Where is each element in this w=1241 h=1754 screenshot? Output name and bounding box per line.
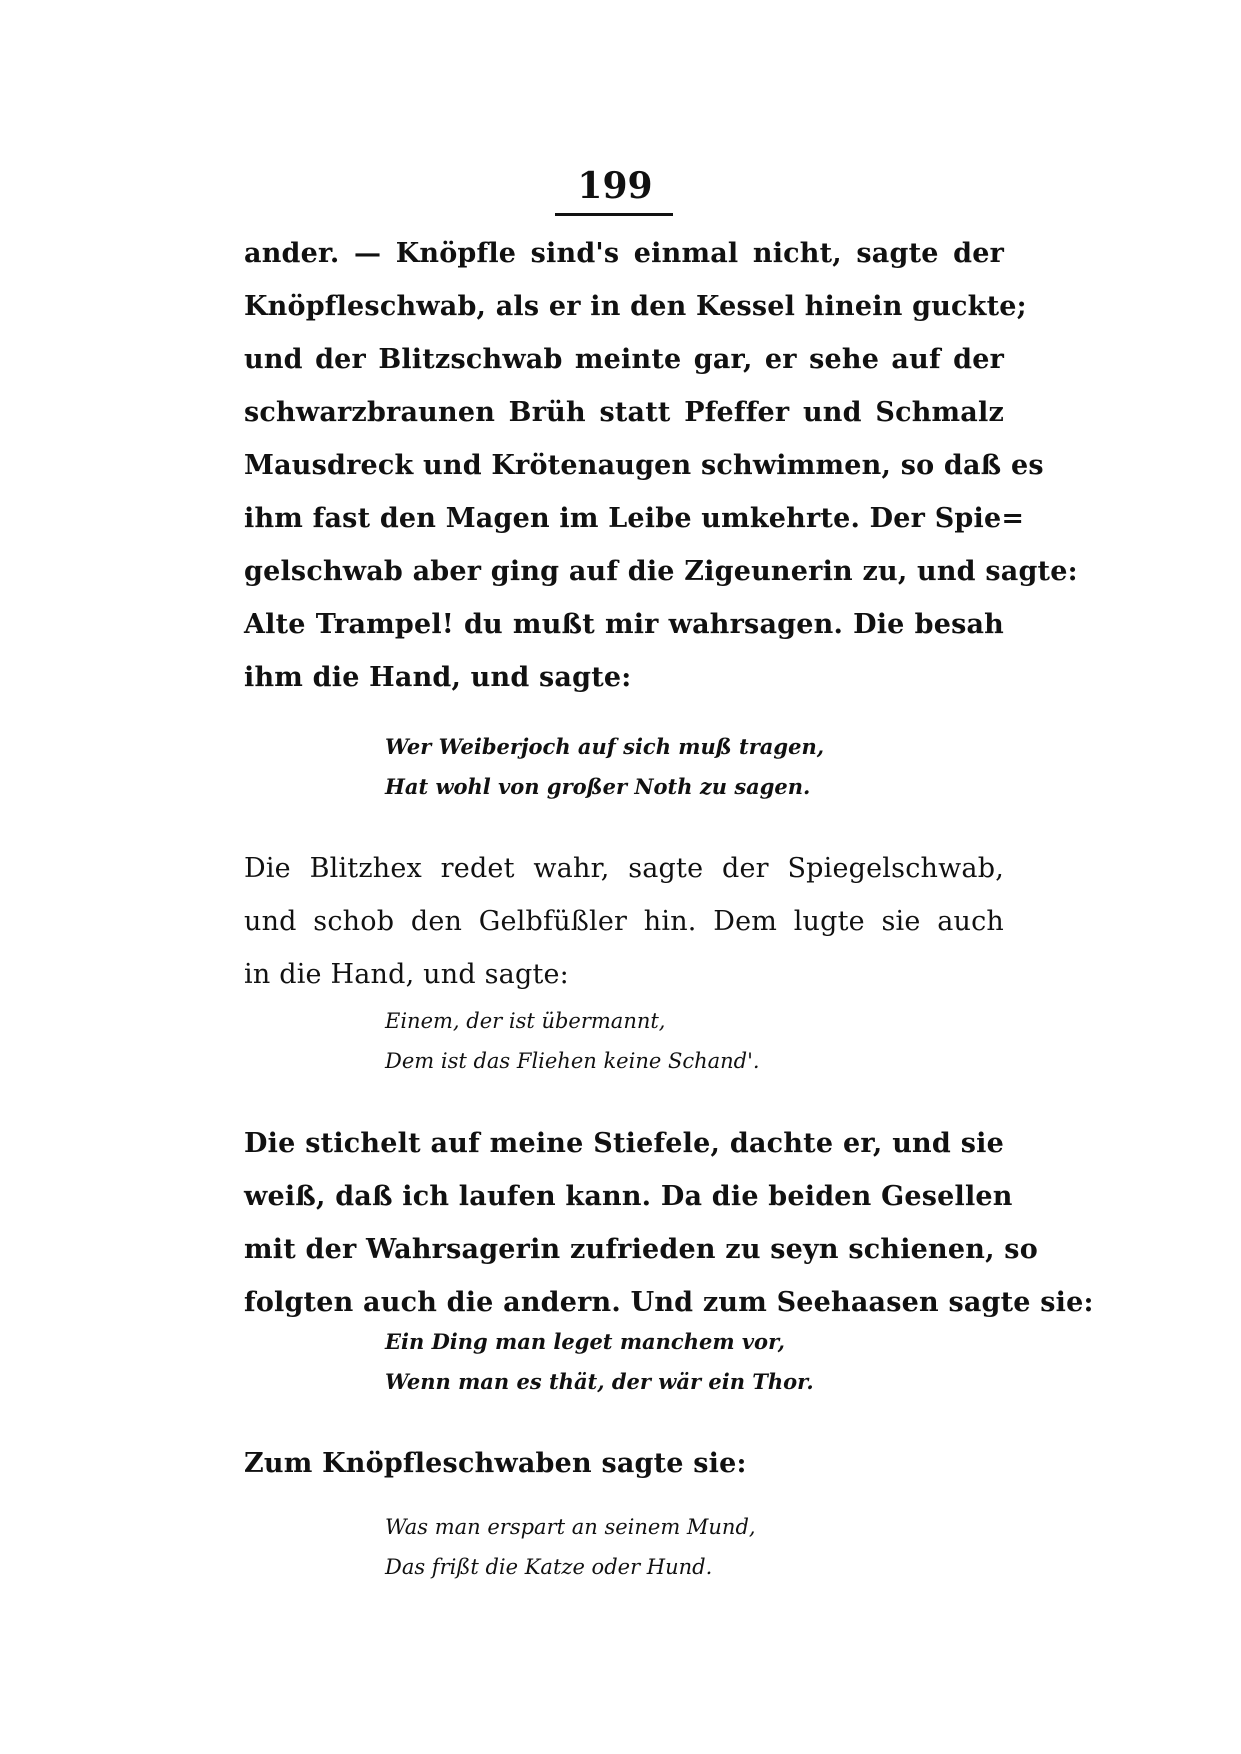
verse-line: Wer Weiberjoch auf sich muß tragen,: [385, 734, 825, 759]
text-line: weiß, daß ich laufen kann. Da die beiden Gesellen: [244, 1181, 1013, 1212]
text-line: gelschwab aber ging auf die Zigeunerin zu, und sagte:: [244, 556, 1078, 587]
paragraph-3: [244, 1117, 1094, 1329]
text-line: ander. — Knöpfle sind's einmal nicht, sagte der: [244, 238, 1004, 269]
verse-3: [385, 1322, 814, 1402]
text-line: folgten auch die andern. Und zum Seehaasen sagte sie:: [244, 1287, 1094, 1318]
verse-line: Hat wohl von großer Noth zu sagen.: [385, 774, 811, 799]
text-line: und der Blitzschwab meinte gar, er sehe auf der: [244, 344, 1004, 375]
text-line: Alte Trampel! du mußt mir wahrsagen. Die besah: [244, 609, 1004, 640]
text-line: Die stichelt auf meine Stiefele, dachte er, und sie: [244, 1128, 1004, 1159]
verse-line: Das frißt die Katze oder Hund.: [385, 1555, 713, 1579]
verse-line: Einem, der ist übermannt,: [385, 1009, 666, 1033]
page-number-rule: [555, 213, 673, 216]
text-line: Knöpfleschwab, als er in den Kessel hinein guckte;: [244, 291, 1027, 322]
verse-2: [385, 1001, 760, 1081]
verse-line: Ein Ding man leget manchem vor,: [385, 1329, 785, 1354]
page-number: 199: [577, 165, 653, 207]
text-line: in die Hand, und sagte:: [244, 959, 569, 990]
verse-4: [385, 1507, 756, 1587]
text-line: Mausdreck und Krötenaugen schwimmen, so daß es: [244, 450, 1044, 481]
text-line: ihm die Hand, und sagte:: [244, 662, 632, 693]
verse-line: Dem ist das Fliehen keine Schand'.: [385, 1049, 760, 1073]
text-line: und schob den Gelbfüßler hin. Dem lugte sie auch: [244, 906, 1004, 937]
paragraph-4: [244, 1437, 1004, 1490]
text-line: Die Blitzhex redet wahr, sagte der Spiegelschwab,: [244, 853, 1004, 884]
text-line: mit der Wahrsagerin zufrieden zu seyn schienen, so: [244, 1234, 1038, 1265]
text-line: Zum Knöpfleschwaben sagte sie:: [244, 1448, 747, 1479]
paragraph-1: [244, 227, 1078, 704]
paragraph-2: [244, 842, 1004, 1001]
verse-line: Was man erspart an seinem Mund,: [385, 1515, 756, 1539]
verse-line: Wenn man es thät, der wär ein Thor.: [385, 1369, 814, 1394]
text-line: ihm fast den Magen im Leibe umkehrte. Der Spie=: [244, 503, 1025, 534]
text-line: schwarzbraunen Brüh statt Pfeffer und Schmalz: [244, 397, 1004, 428]
verse-1: [385, 727, 824, 807]
